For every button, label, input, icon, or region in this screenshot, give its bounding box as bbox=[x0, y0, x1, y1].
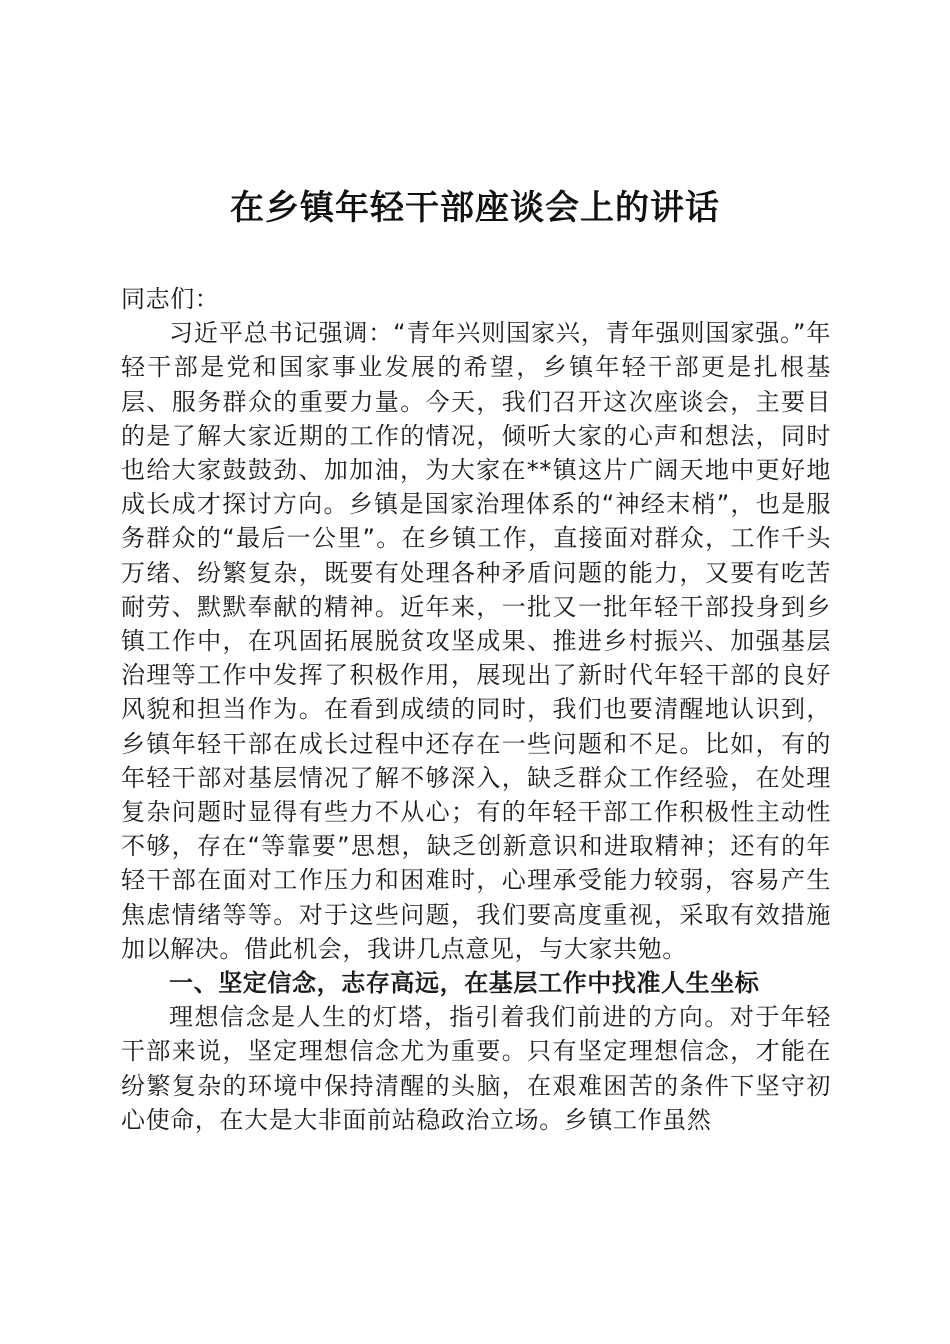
document-title: 在乡镇年轻干部座谈会上的讲话 bbox=[230, 188, 720, 228]
section-paragraph: 理想信念是人生的灯塔，指引着我们前进的方向。对于年轻干部来说，坚定理想信念尤为重要。只有坚定理想信念，才能在纷繁复杂的环境中保持清醒的头脑，在艰难困苦的条件下坚守初心使命，在大是大非面前站稳政治立场。乡镇工作虽然 bbox=[121, 1003, 831, 1134]
salutation: 同志们： bbox=[121, 285, 220, 313]
intro-paragraph: 习近平总书记强调：“青年兴则国家兴，青年强则国家强。”年轻干部是党和国家事业发展的希望，乡镇年轻干部更是扎根基层、服务群众的重要力量。今天，我们召开这次座谈会，主要目的是了解大家近期的工作的情况，倾听大家的心声和想法，同时也给大家鼓鼓劲、加加油，为大家在**镇这片广阔天地中更好地成长成才探讨方向。乡镇是国家治理体系的“神经末梢”，也是服务群众的“最后一公里”。在乡镇工作，直接面对群众，工作千头万绪、纷繁复杂，既要有处理各种矛盾问题的能力，又要有吃苦耐劳、默默奉献的精神。近年来，一批又一批年轻干部投身到乡镇工作中，在巩固拓展脱贫攻坚成果、推进乡村振兴、加强基层治理等工作中发挥了积极作用，展现出了新时代年轻干部的良好风貌和担当作为。在看到成绩的同时，我们也要清醒地认识到，乡镇年轻干部在成长过程中还存在一些问题和不足。比如，有的年轻干部对基层情况了解不够深入，缺乏群众工作经验，在处理复杂问题时显得有些力不从心；有的年轻干部工作积极性主动性不够，存在“等靠要”思想，缺乏创新意识和进取精神；还有的年轻干部在面对工作压力和困难时，心理承受能力较弱，容易产生焦虑情绪等等。对于这些问题，我们要高度重视，采取有效措施加以解决。借此机会，我讲几点意见，与大家共勉。 bbox=[121, 319, 831, 963]
section-heading: 一、坚定信念，志存高远，在基层工作中找准人生坐标 bbox=[169, 969, 760, 998]
document-body bbox=[121, 282, 831, 1137]
